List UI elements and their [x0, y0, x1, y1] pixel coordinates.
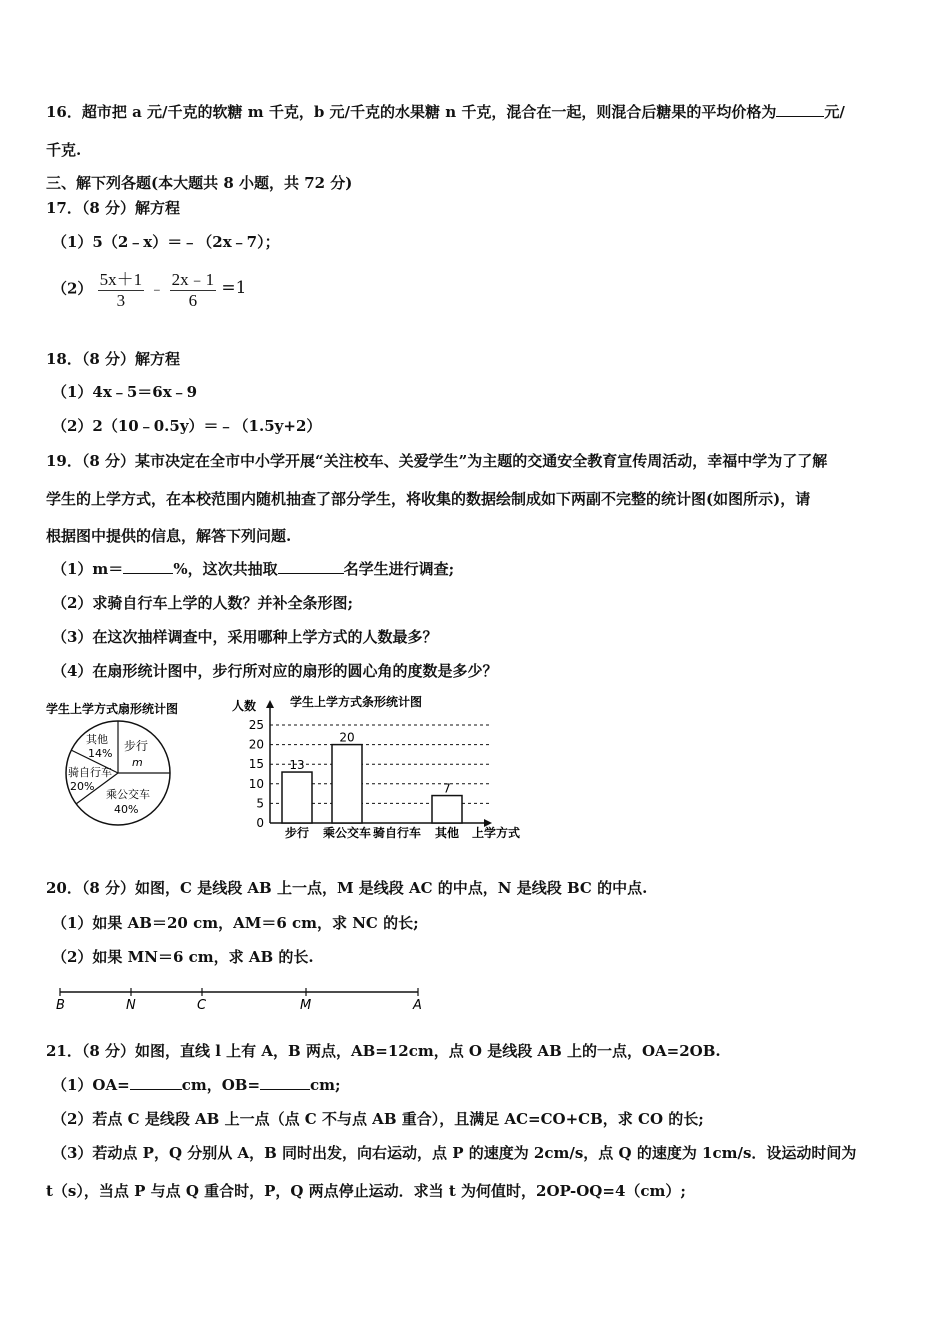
y-tick-label: 15 — [248, 757, 264, 772]
q19-part2: （2）求骑自行车上学的人数？并补全条形图; — [52, 594, 353, 612]
bar — [432, 796, 462, 823]
pie-label-bus: 乘公交车 — [106, 788, 150, 801]
q20-part2: （2）如果 MN＝6 cm，求 AB 的长. — [52, 948, 314, 966]
segment-figure — [50, 982, 430, 1012]
point-b-label: B — [56, 998, 65, 1012]
q20-line1: 20．（8 分）如图，C 是线段 AB 上一点，M 是线段 AC 的中点，N 是线段 BC 的中点. — [46, 879, 648, 897]
bar-value-label: 20 — [339, 730, 355, 745]
q21-part2: （2）若点 C 是线段 AB 上一点（点 C 不与点 AB 重合），且满足 AC=CO+CB，求 CO 的长; — [52, 1110, 704, 1128]
x-axis-label: 上学方式 — [472, 826, 521, 840]
y-axis-label: 人数 — [232, 699, 257, 713]
pie-pct-walk: m — [132, 756, 143, 769]
q19-line1: 19．（8 分）某市决定在全市中小学开展“关注校车、关爱学生”为主题的交通安全教育宣传周活动，幸福中学为了了解 — [46, 452, 828, 470]
x-tick-label: 其他 — [434, 826, 460, 840]
q18-part2: （2）2（10﹣0.5y）＝﹣（1.5y+2） — [52, 417, 322, 435]
y-tick-label: 10 — [248, 776, 264, 791]
q21-part3-line1: （3）若动点 P，Q 分别从 A，B 同时出发，向右运动，点 P 的速度为 2cm/s，点 Q 的速度为 1cm/s．设运动时间为 — [52, 1144, 857, 1162]
x-tick-label: 乘公交车 — [322, 826, 372, 840]
q19-part4: （4）在扇形统计图中，步行所对应的扇形的圆心角的度数是多少？ — [52, 662, 498, 680]
bar-value-label: 7 — [443, 781, 451, 796]
answer-blank[interactable] — [123, 559, 173, 574]
pie-label-walk: 步行 — [124, 739, 149, 753]
bar-chart-title: 学生上学方式条形统计图 — [290, 695, 423, 709]
x-tick-label: 步行 — [284, 826, 310, 840]
point-a-label: A — [413, 998, 422, 1012]
pie-pct-bus: 40% — [114, 803, 139, 816]
answer-blank[interactable] — [130, 1075, 182, 1090]
q16-line2: 千克. — [46, 141, 82, 159]
answer-blank[interactable] — [260, 1075, 310, 1090]
y-tick-label: 5 — [256, 796, 264, 811]
q16-line1: 16．超市把 a 元/千克的软糖 m 千克，b 元/千克的水果糖 n 千克，混合在一起，则混合后糖果的平均价格为 元/ — [46, 103, 845, 121]
pie-pct-bike: 20% — [70, 780, 95, 793]
y-tick-label: 0 — [256, 816, 264, 830]
q18-part1: （1）4x﹣5＝6x﹣9 — [52, 383, 198, 401]
q20-part1: （1）如果 AB＝20 cm，AM＝6 cm，求 NC 的长; — [52, 914, 419, 932]
pie-pct-other: 14% — [88, 747, 113, 760]
section-title: 三、解下列各题(本大题共 8 小题，共 72 分) — [46, 174, 353, 192]
q17-title: 17．（8 分）解方程 — [46, 199, 181, 217]
q17-part2: （2） $\frac{5x+1}{3}$ ﹣ $\frac{2x﹣1}{6}$ =1 — [52, 265, 246, 311]
bar — [282, 772, 312, 823]
point-c-label: C — [197, 998, 207, 1012]
q21-line1: 21．（8 分）如图，直线 l 上有 A，B 两点，AB=12cm，点 O 是线段 AB 上的一点，OA=2OB. — [46, 1042, 721, 1060]
q18-title: 18．（8 分）解方程 — [46, 350, 181, 368]
q21-part1: （1）OA= cm，OB= cm; — [52, 1076, 341, 1094]
point-m-label: M — [300, 998, 312, 1012]
q21-part3-line2: t（s），当点 P 与点 Q 重合时，P，Q 两点停止运动．求当 t 为何值时，2OP-OQ=4（cm）; — [46, 1182, 686, 1200]
answer-blank[interactable] — [776, 102, 824, 117]
y-tick-label: 20 — [248, 737, 264, 752]
bar-chart — [228, 690, 538, 850]
bar — [332, 745, 362, 823]
pie-title: 学生上学方式扇形统计图 — [46, 702, 179, 716]
bar-value-label: 13 — [289, 758, 305, 773]
q19-part1: （1）m＝ %，这次共抽取 名学生进行调查; — [52, 560, 455, 578]
q19-part3: （3）在这次抽样调查中，采用哪种上学方式的人数最多？ — [52, 628, 438, 646]
answer-blank[interactable] — [278, 559, 344, 574]
fraction-1: $\frac{5x+1}{3}$ — [98, 265, 145, 311]
q19-line3: 根据图中提供的信息，解答下列问题. — [46, 527, 292, 545]
q19-line2: 学生的上学方式，在本校范围内随机抽查了部分学生，将收集的数据绘制成如下两副不完整的统计图(如图所示)，请 — [46, 490, 811, 508]
pie-chart — [44, 696, 204, 836]
pie-label-other: 其他 — [86, 733, 108, 746]
point-n-label: N — [126, 998, 136, 1012]
y-tick-label: 25 — [248, 718, 264, 732]
y-axis-arrow — [266, 700, 274, 708]
q17-part1: （1）5（2﹣x）＝﹣（2x﹣7）； — [52, 233, 280, 251]
pie-label-bike: 骑自行车 — [68, 766, 112, 779]
fraction-2: $\frac{2x﹣1}{6}$ — [170, 265, 217, 311]
x-tick-label: 骑自行车 — [372, 826, 422, 840]
